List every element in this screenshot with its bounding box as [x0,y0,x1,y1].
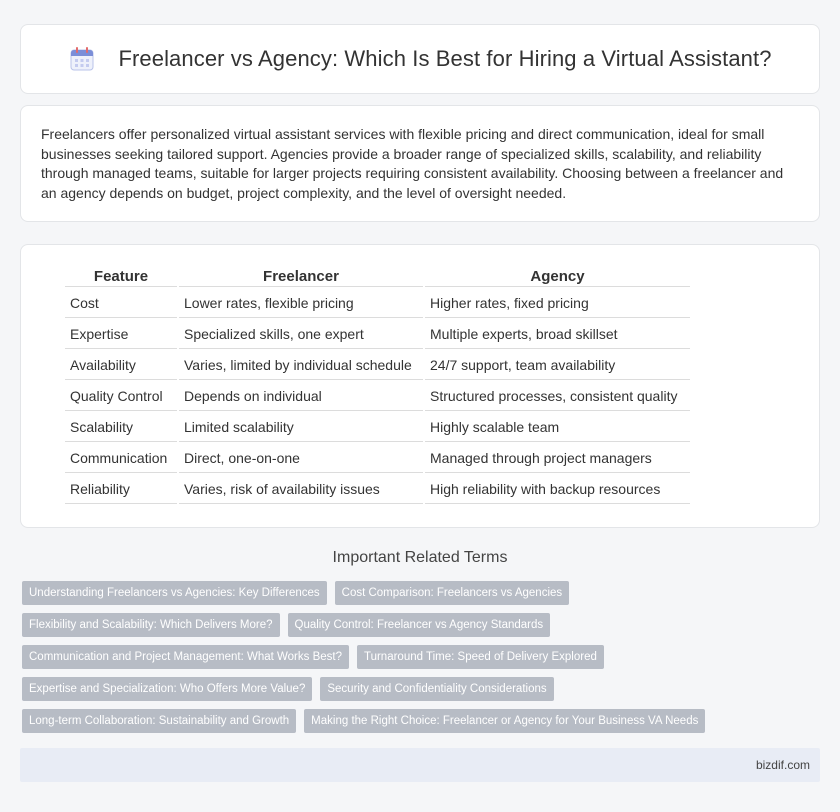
table-header-row [65,265,690,287]
related-terms-row [22,581,802,605]
table-row [65,287,690,318]
related-terms-row [22,645,802,669]
header-freelancer: Freelancer [179,265,423,287]
header-feature: Feature [65,265,177,287]
freelancer-cell: Lower rates, flexible pricing [179,287,423,318]
freelancer-cell: Direct, one-on-one [179,442,423,473]
title-card [20,24,820,94]
calendar-icon [68,45,96,73]
agency-cell: High reliability with backup resources [425,473,690,504]
freelancer-cell: Varies, risk of availability issues [179,473,423,504]
agency-cell: Managed through project managers [425,442,690,473]
agency-cell: Multiple experts, broad skillset [425,318,690,349]
related-term-link[interactable]: Expertise and Specialization: Who Offers More Value? [22,677,312,701]
table-row [65,318,690,349]
footer [20,748,820,782]
intro-card [20,105,820,222]
feature-cell: Scalability [65,411,177,442]
feature-cell: Availability [65,349,177,380]
related-term-link[interactable]: Quality Control: Freelancer vs Agency Standards [288,613,551,637]
table-row [65,442,690,473]
related-term-link[interactable]: Turnaround Time: Speed of Delivery Explored [357,645,604,669]
related-term-link[interactable]: Security and Confidentiality Considerations [320,677,553,701]
related-term-link[interactable]: Flexibility and Scalability: Which Delivers More? [22,613,280,637]
table-row [65,349,690,380]
page-title: Freelancer vs Agency: Which Is Best for Hiring a Virtual Assistant? [118,46,772,71]
feature-cell: Reliability [65,473,177,504]
related-terms-row [22,613,802,637]
header-agency: Agency [425,265,690,287]
feature-cell: Quality Control [65,380,177,411]
agency-cell: 24/7 support, team availability [425,349,690,380]
related-terms-list [22,581,802,741]
table-row [65,473,690,504]
comparison-card [20,244,820,528]
related-term-link[interactable]: Long-term Collaboration: Sustainability and Growth [22,709,296,733]
intro-text: Freelancers offer personalized virtual assistant services with flexible pricing and direct communication, ideal for small businesses seeking tailored support. Agencies provide a broader range of specialized skills, scalability, and reliability through managed teams, suitable for larger projects requiring consistent availability. Choosing between a freelancer and an agency depends on budget, project complexity, and the level of oversight needed. [41,126,784,201]
table-row [65,411,690,442]
table-row [65,380,690,411]
freelancer-cell: Limited scalability [179,411,423,442]
comparison-table [63,265,692,504]
related-term-link[interactable]: Cost Comparison: Freelancers vs Agencies [335,581,570,605]
related-term-link[interactable]: Communication and Project Management: What Works Best? [22,645,349,669]
freelancer-cell: Specialized skills, one expert [179,318,423,349]
related-terms-heading: Important Related Terms [332,549,508,566]
feature-cell: Expertise [65,318,177,349]
related-term-link[interactable]: Making the Right Choice: Freelancer or Agency for Your Business VA Needs [304,709,705,733]
related-terms-row [22,677,802,701]
freelancer-cell: Depends on individual [179,380,423,411]
feature-cell: Communication [65,442,177,473]
freelancer-cell: Varies, limited by individual schedule [179,349,423,380]
agency-cell: Highly scalable team [425,411,690,442]
agency-cell: Structured processes, consistent quality [425,380,690,411]
site-link[interactable]: bizdif.com [755,758,810,772]
related-term-link[interactable]: Understanding Freelancers vs Agencies: Key Differences [22,581,327,605]
related-terms-row [22,709,802,733]
agency-cell: Higher rates, fixed pricing [425,287,690,318]
feature-cell: Cost [65,287,177,318]
